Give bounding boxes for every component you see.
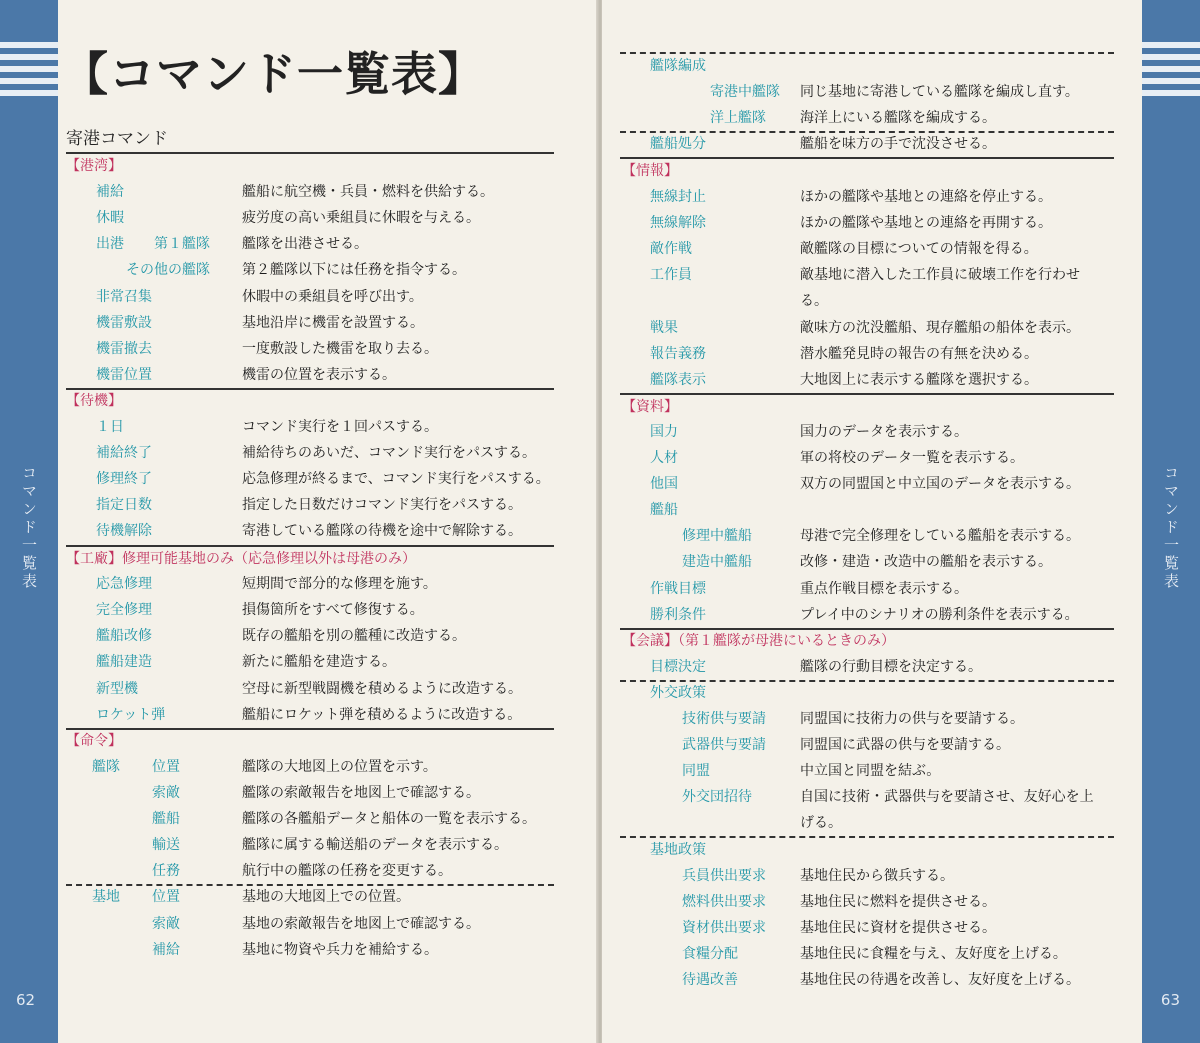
command-name: ロケット弾 (96, 707, 166, 723)
subcommand-name: 艦船 (152, 811, 180, 827)
command-description: 同じ基地に寄港している艦隊を編成し直す。 (800, 84, 1079, 100)
command-name: 機雷撤去 (96, 341, 152, 357)
command-description: 航行中の艦隊の任務を変更する。 (242, 863, 452, 879)
subcommand-name: その他の艦隊 (126, 262, 210, 278)
command-description: 改修・建造・改造中の艦船を表示する。 (800, 554, 1052, 570)
command-description: 応急修理が終るまで、コマンド実行をパスする。 (242, 471, 550, 487)
command-description: 休暇中の乗組員を呼び出す。 (242, 289, 423, 305)
command-description: 双方の同盟国と中立国のデータを表示する。 (800, 476, 1080, 492)
command-name: 指定日数 (96, 497, 152, 513)
command-name: 敵作戦 (650, 241, 692, 257)
left-page (0, 0, 598, 1043)
subcommand-name: 食糧分配 (682, 946, 738, 962)
divider (66, 728, 554, 730)
command-name: 補給 (96, 184, 124, 200)
command-description: 機雷の位置を表示する。 (242, 367, 396, 383)
command-description-continued: げる。 (800, 815, 842, 831)
subcommand-name: 待遇改善 (682, 972, 738, 988)
command-name: 応急修理 (96, 576, 152, 592)
subcommand-name: 寄港中艦隊 (710, 84, 780, 100)
command-description: 基地の索敵報告を地図上で確認する。 (242, 916, 480, 932)
command-description: 基地沿岸に機雷を設置する。 (242, 315, 424, 331)
command-description: 損傷箇所をすべて修復する。 (242, 602, 424, 618)
command-name: 新型機 (96, 681, 138, 697)
command-description: 艦隊の索敵報告を地図上で確認する。 (242, 785, 480, 801)
command-description: 短期間で部分的な修理を施す。 (242, 576, 437, 592)
right-side-band (1142, 0, 1200, 1043)
command-description: 艦隊の行動目標を決定する。 (800, 659, 982, 675)
command-name: 艦船 (650, 502, 678, 518)
command-name: 出港 (96, 236, 124, 252)
command-name: 基地 (92, 889, 120, 905)
subcommand-name: 補給 (152, 942, 180, 958)
dashed-divider (620, 836, 1114, 838)
subcommand-name: 索敵 (152, 916, 180, 932)
command-description: 艦船に航空機・兵員・燃料を供給する。 (242, 184, 494, 200)
command-description-continued: る。 (800, 293, 828, 309)
command-description: 軍の将校のデータ一覧を表示する。 (800, 450, 1024, 466)
subcommand-name: 資材供出要求 (682, 920, 766, 936)
command-description: プレイ中のシナリオの勝利条件を表示する。 (800, 607, 1079, 623)
command-name: 休暇 (96, 210, 124, 226)
command-description: 新たに艦船を建造する。 (242, 654, 396, 670)
command-description: 大地図上に表示する艦隊を選択する。 (800, 372, 1038, 388)
command-description: 艦隊を出港させる。 (242, 236, 368, 252)
command-description: 艦船にロケット弾を積めるように改造する。 (242, 707, 522, 723)
subcommand-name: 任務 (152, 863, 180, 879)
command-description: 補給待ちのあいだ、コマンド実行をパスする。 (242, 445, 536, 461)
command-description: 潜水艦発見時の報告の有無を決める。 (800, 346, 1038, 362)
command-name: 待機解除 (96, 523, 152, 539)
command-description: 艦隊の大地図上の位置を示す。 (242, 759, 437, 775)
command-description: 既存の艦船を別の艦種に改造する。 (242, 628, 466, 644)
band-stripes (1142, 42, 1200, 96)
command-description: 自国に技術・武器供与を要請させ、友好心を上 (800, 789, 1094, 805)
divider (66, 152, 554, 154)
category-header-taiki: 【待機】 (66, 393, 122, 409)
command-description: ほかの艦隊や基地との連絡を停止する。 (800, 189, 1052, 205)
subcommand-name: 兵員供出要求 (682, 868, 766, 884)
command-description: 艦船を味方の手で沈没させる。 (800, 136, 996, 152)
command-description: 基地住民に資材を提供させる。 (800, 920, 996, 936)
command-name: 戦果 (650, 320, 678, 336)
command-description: 敵基地に潜入した工作員に破壊工作を行わせ (800, 267, 1080, 283)
command-description: 艦隊の各艦船データと船体の一覧を表示する。 (242, 811, 536, 827)
command-name: 目標決定 (650, 659, 706, 675)
command-description: 同盟国に武器の供与を要請する。 (800, 737, 1010, 753)
command-name: 艦隊編成 (650, 58, 706, 74)
command-description: 空母に新型戦闘機を積めるように改造する。 (242, 681, 522, 697)
command-description: 母港で完全修理をしている艦船を表示する。 (800, 528, 1080, 544)
command-description: 基地住民の待遇を改善し、友好度を上げる。 (800, 972, 1080, 988)
command-name: 修理終了 (96, 471, 152, 487)
command-name: 艦船改修 (96, 628, 152, 644)
command-name: 作戦目標 (650, 581, 706, 597)
page-number: 62 (16, 991, 36, 1009)
command-name: 報告義務 (650, 346, 706, 362)
category-header-kaigi: 【会議】（第１艦隊が母港にいるときのみ） (622, 633, 895, 649)
subcommand-name: 武器供与要請 (682, 737, 766, 753)
band-stripes (0, 42, 58, 96)
command-name: 機雷敷設 (96, 315, 152, 331)
command-description: 第２艦隊以下には任務を指令する。 (242, 262, 466, 278)
side-label: コマンド一覧表 (20, 465, 38, 591)
subcommand-name: 第１艦隊 (154, 236, 210, 252)
command-description: 寄港している艦隊の待機を途中で解除する。 (242, 523, 522, 539)
command-description: 基地に物資や兵力を補給する。 (242, 942, 438, 958)
command-description: 海洋上にいる艦隊を編成する。 (800, 110, 996, 126)
command-name: 外交政策 (650, 685, 706, 701)
subcommand-name: 外交団招待 (682, 789, 752, 805)
subcommand-name: 同盟 (682, 763, 710, 779)
page-title: 【コマンド一覧表】 (62, 47, 485, 101)
category-header-jouhou: 【情報】 (622, 163, 678, 179)
command-description: 敵艦隊の目標についての情報を得る。 (800, 241, 1038, 257)
command-description: 重点作戦目標を表示する。 (800, 581, 968, 597)
command-description: 国力のデータを表示する。 (800, 424, 968, 440)
command-description: 一度敷設した機雷を取り去る。 (242, 341, 438, 357)
command-name: １日 (96, 419, 124, 435)
subcommand-name: 技術供与要請 (682, 711, 766, 727)
command-description: コマンド実行を１回パスする。 (242, 419, 438, 435)
command-name: 完全修理 (96, 602, 152, 618)
command-name: 工作員 (650, 267, 692, 283)
page-number: 63 (1160, 991, 1180, 1009)
divider (620, 157, 1114, 159)
dashed-divider (620, 52, 1114, 54)
subcommand-name: 燃料供出要求 (682, 894, 766, 910)
subcommand-name: 位置 (152, 759, 180, 775)
subcommand-name: 洋上艦隊 (710, 110, 766, 126)
command-description: 艦隊に属する輸送船のデータを表示する。 (242, 837, 508, 853)
command-description: 疲労度の高い乗組員に休暇を与える。 (242, 210, 480, 226)
command-name: 人材 (650, 450, 678, 466)
command-name: 勝利条件 (650, 607, 706, 623)
side-label: コマンド一覧表 (1162, 465, 1180, 591)
command-description: 中立国と同盟を結ぶ。 (800, 763, 941, 779)
category-header-meirei: 【命令】 (66, 733, 122, 749)
command-name: 国力 (650, 424, 678, 440)
command-name: 他国 (650, 476, 678, 492)
command-name: 補給終了 (96, 445, 152, 461)
command-description: 基地住民に燃料を提供させる。 (800, 894, 996, 910)
command-name: 艦隊表示 (650, 372, 706, 388)
subcommand-name: 索敵 (152, 785, 180, 801)
command-description: 基地住民から徴兵する。 (800, 868, 954, 884)
command-description: 指定した日数だけコマンド実行をパスする。 (242, 497, 522, 513)
command-description: 同盟国に技術力の供与を要請する。 (800, 711, 1024, 727)
subcommand-name: 建造中艦船 (682, 554, 752, 570)
category-header-shiryou: 【資料】 (622, 399, 678, 415)
command-name: 艦船建造 (96, 654, 152, 670)
left-side-band (0, 0, 58, 1043)
command-name: 無線封止 (650, 189, 706, 205)
command-name: 非常召集 (96, 289, 152, 305)
command-description: 基地の大地図上での位置。 (242, 889, 410, 905)
command-name: 機雷位置 (96, 367, 152, 383)
command-description: 敵味方の沈没艦船、現存艦船の船体を表示。 (800, 320, 1080, 336)
divider (66, 388, 554, 390)
subcommand-name: 輸送 (152, 837, 180, 853)
command-description: ほかの艦隊や基地との連絡を再開する。 (800, 215, 1052, 231)
divider (66, 545, 554, 547)
section-subhead: 寄港コマンド (66, 129, 168, 149)
command-name: 艦隊 (92, 759, 120, 775)
command-name: 無線解除 (650, 215, 706, 231)
divider (620, 393, 1114, 395)
category-header-koushou: 【工廠】修理可能基地のみ（応急修理以外は母港のみ） (66, 551, 416, 567)
command-name: 基地政策 (650, 842, 706, 858)
subcommand-name: 修理中艦船 (682, 528, 752, 544)
command-name: 艦船処分 (650, 136, 706, 152)
right-page (602, 0, 1200, 1043)
command-description: 基地住民に食糧を与え、友好度を上げる。 (800, 946, 1067, 962)
category-header-kouwan: 【港湾】 (66, 158, 122, 174)
subcommand-name: 位置 (152, 889, 180, 905)
